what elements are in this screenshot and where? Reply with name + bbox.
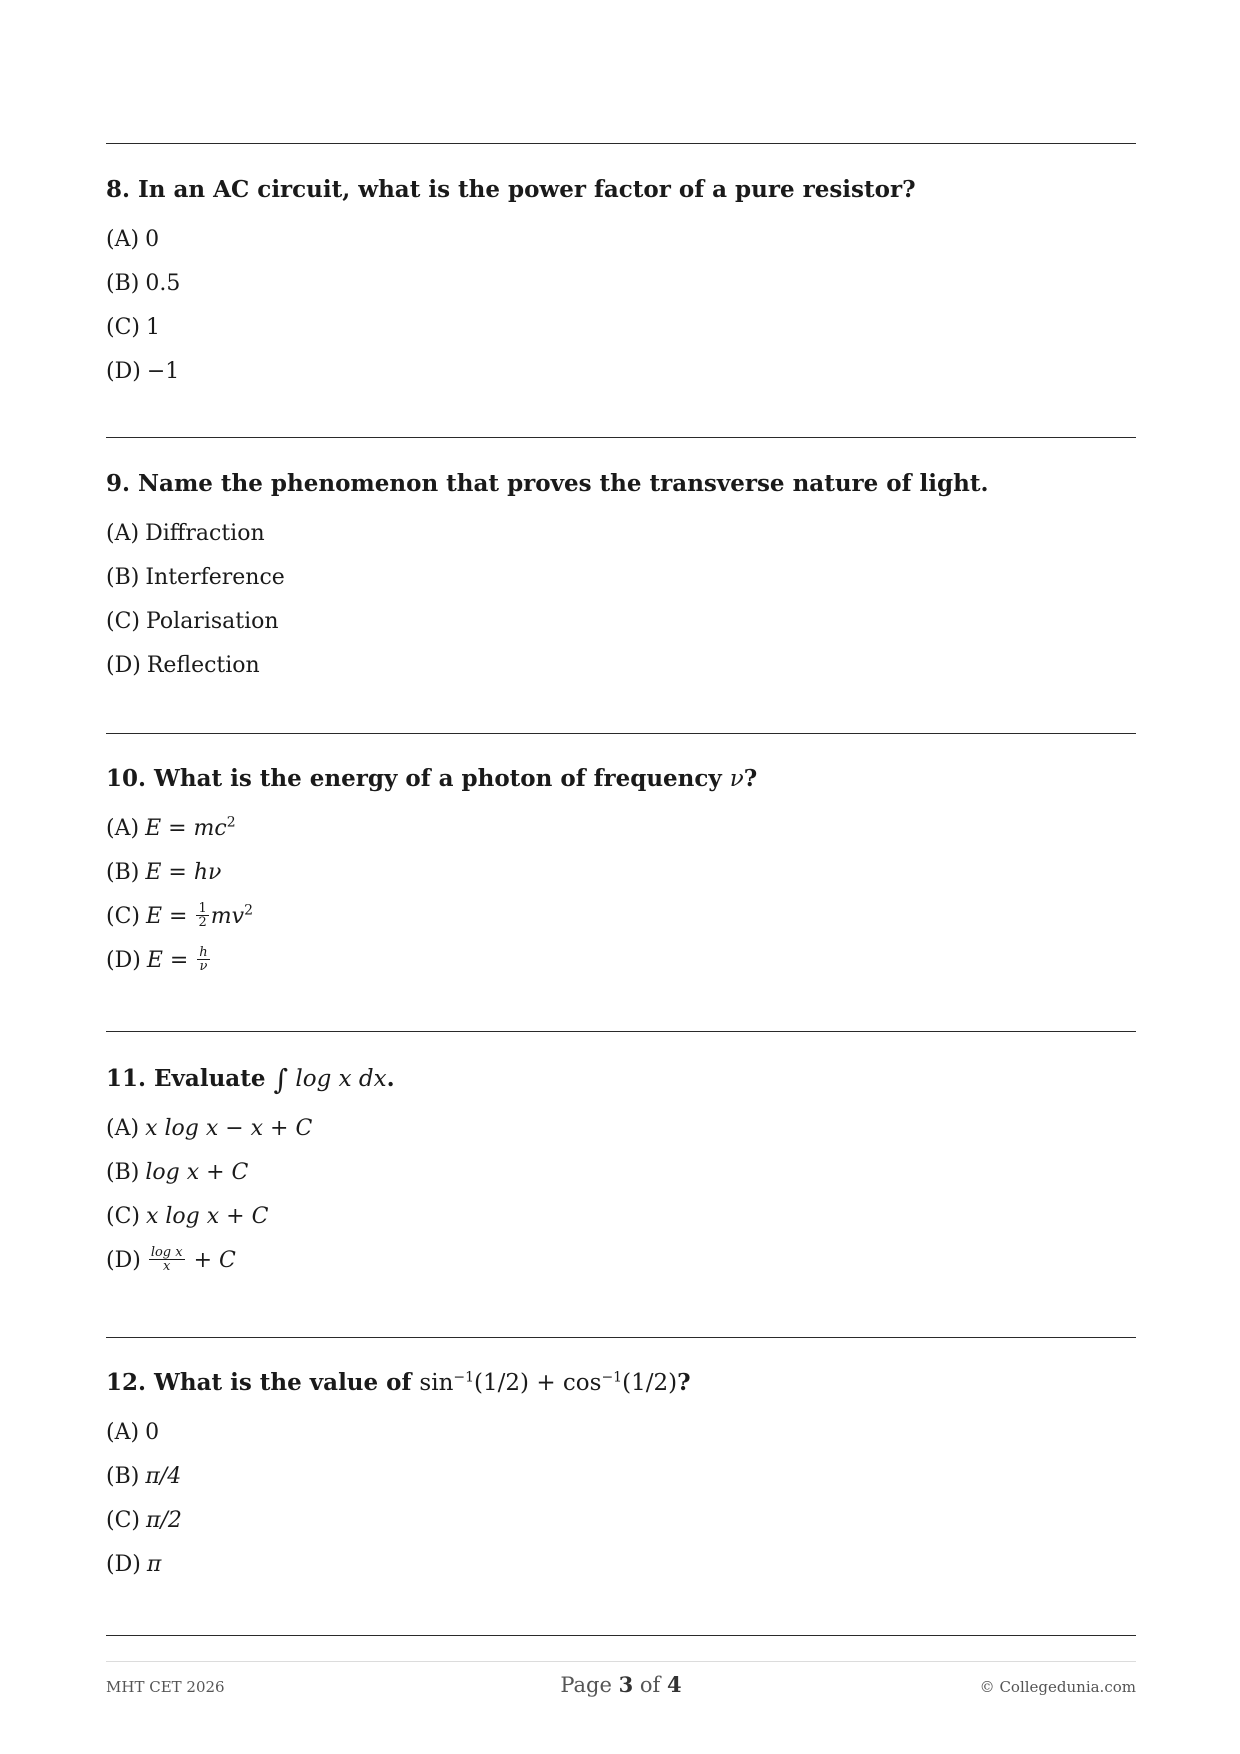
option-label: (C) xyxy=(106,1204,140,1229)
option-label: (B) xyxy=(106,1160,140,1185)
question-title xyxy=(106,175,1136,205)
page-current: 3 xyxy=(618,1672,634,1697)
option-text: −1 xyxy=(146,359,180,384)
sin-exponent: −1 xyxy=(453,1369,475,1386)
option-label: (D) xyxy=(106,1552,141,1577)
option-text: 0.5 xyxy=(145,271,181,296)
option-label: (C) xyxy=(106,1508,140,1533)
fraction-denominator: x xyxy=(163,1258,171,1274)
option-label: (D) xyxy=(106,948,141,973)
question-suffix: . xyxy=(386,1065,395,1092)
question-12 xyxy=(106,1368,1136,1587)
option-formula-rhs: + C xyxy=(186,1248,236,1273)
option-label: (B) xyxy=(106,565,140,590)
option-label: (C) xyxy=(106,315,140,340)
separator-rule xyxy=(106,1031,1136,1032)
option-formula-rhs: mv xyxy=(210,904,245,929)
question-11 xyxy=(106,1062,1136,1283)
option-exponent: 2 xyxy=(226,814,236,831)
cos-argument: (1/2) xyxy=(622,1370,678,1396)
question-9 xyxy=(106,469,1136,688)
option-b[interactable] xyxy=(106,556,1136,600)
option-label: (A) xyxy=(106,1420,140,1445)
option-text: Polarisation xyxy=(146,609,279,634)
separator-rule xyxy=(106,1337,1136,1338)
fraction-numerator: log x xyxy=(150,1244,183,1260)
option-a[interactable] xyxy=(106,1107,1136,1151)
question-suffix: ? xyxy=(743,765,758,792)
fraction xyxy=(196,902,208,929)
option-text: 0 xyxy=(145,1420,160,1445)
fraction xyxy=(149,1246,185,1273)
option-c[interactable] xyxy=(106,1195,1136,1239)
option-c[interactable] xyxy=(106,1499,1136,1543)
question-text: Name the phenomenon that proves the transverse nature of light. xyxy=(138,470,989,497)
question-8 xyxy=(106,175,1136,394)
option-formula: π/2 xyxy=(146,1508,182,1533)
fraction-denominator: 2 xyxy=(198,914,207,930)
question-title xyxy=(106,764,1136,794)
options-list xyxy=(106,512,1136,688)
fraction xyxy=(197,946,209,973)
options-list xyxy=(106,218,1136,394)
option-c[interactable] xyxy=(106,306,1136,350)
cos-function: cos xyxy=(562,1370,602,1396)
fraction-denominator: ν xyxy=(199,958,208,974)
option-text: Interference xyxy=(145,565,285,590)
option-label: (A) xyxy=(106,816,140,841)
separator-rule xyxy=(106,1635,1136,1636)
question-number: 10. xyxy=(106,765,147,792)
option-formula: x log x + C xyxy=(146,1204,269,1229)
separator-rule xyxy=(106,437,1136,438)
options-list xyxy=(106,1411,1136,1587)
option-formula: E = mc xyxy=(145,816,227,841)
option-b[interactable] xyxy=(106,1455,1136,1499)
option-label: (B) xyxy=(106,271,140,296)
exam-name: MHT CET 2026 xyxy=(106,1678,225,1696)
option-d[interactable] xyxy=(106,350,1136,394)
question-10 xyxy=(106,764,1136,983)
option-c[interactable] xyxy=(106,600,1136,644)
question-suffix: ? xyxy=(677,1369,691,1396)
option-text: 0 xyxy=(145,227,160,252)
option-formula: log x + C xyxy=(145,1160,249,1185)
option-text: Diffraction xyxy=(145,521,265,546)
question-title xyxy=(106,469,1136,499)
page-mid: of xyxy=(633,1673,668,1697)
copyright: © Collegedunia.com xyxy=(979,1678,1136,1696)
integrand: log x dx xyxy=(288,1066,387,1092)
option-label: (D) xyxy=(106,1248,141,1273)
question-text: What is the value of xyxy=(154,1369,420,1396)
separator-rule xyxy=(106,143,1136,144)
fraction-numerator: 1 xyxy=(198,900,207,916)
option-text: Reflection xyxy=(146,653,260,678)
footer-divider xyxy=(106,1661,1136,1662)
page-total: 4 xyxy=(667,1672,682,1697)
option-a[interactable] xyxy=(106,218,1136,262)
sin-function: sin xyxy=(419,1370,454,1396)
option-b[interactable] xyxy=(106,1151,1136,1195)
options-list xyxy=(106,1107,1136,1283)
option-label: (A) xyxy=(106,227,140,252)
question-number: 9. xyxy=(106,470,131,497)
option-d[interactable] xyxy=(106,939,1136,983)
option-formula: x log x − x + C xyxy=(145,1116,313,1141)
cos-exponent: −1 xyxy=(601,1369,623,1386)
question-number: 11. xyxy=(106,1065,147,1092)
option-a[interactable] xyxy=(106,1411,1136,1455)
option-formula: π xyxy=(146,1552,162,1577)
page-prefix: Page xyxy=(560,1673,619,1697)
option-c[interactable] xyxy=(106,895,1136,939)
option-label: (D) xyxy=(106,653,141,678)
separator-rule xyxy=(106,733,1136,734)
option-a[interactable] xyxy=(106,512,1136,556)
option-a[interactable] xyxy=(106,807,1136,851)
integral-sign: ∫ xyxy=(273,1063,289,1096)
option-d[interactable] xyxy=(106,644,1136,688)
question-text: In an AC circuit, what is the power factor of a pure resistor? xyxy=(138,176,916,203)
option-d[interactable] xyxy=(106,1543,1136,1587)
option-text: 1 xyxy=(146,315,160,340)
option-label: (C) xyxy=(106,609,140,634)
option-formula: E = hν xyxy=(145,860,222,885)
variable-nu: ν xyxy=(729,766,744,792)
option-label: (B) xyxy=(106,860,140,885)
option-formula: E = xyxy=(146,948,196,973)
option-d[interactable] xyxy=(106,1239,1136,1283)
option-b[interactable] xyxy=(106,851,1136,895)
option-label: (A) xyxy=(106,521,140,546)
question-number: 8. xyxy=(106,176,131,203)
question-title xyxy=(106,1062,1136,1094)
option-b[interactable] xyxy=(106,262,1136,306)
option-label: (A) xyxy=(106,1116,140,1141)
fraction-numerator: h xyxy=(199,944,208,960)
question-text: What is the energy of a photon of frequency xyxy=(154,765,730,792)
option-formula: π/4 xyxy=(145,1464,182,1489)
option-label: (C) xyxy=(106,904,140,929)
page-footer xyxy=(106,1670,1136,1700)
options-list xyxy=(106,807,1136,983)
option-label: (D) xyxy=(106,359,141,384)
question-title xyxy=(106,1368,1136,1398)
question-number: 12. xyxy=(106,1369,147,1396)
option-formula: E = xyxy=(146,904,195,929)
option-exponent: 2 xyxy=(244,902,253,919)
question-text: Evaluate xyxy=(154,1065,274,1092)
option-label: (B) xyxy=(106,1464,140,1489)
sin-argument: (1/2) + xyxy=(474,1370,563,1396)
